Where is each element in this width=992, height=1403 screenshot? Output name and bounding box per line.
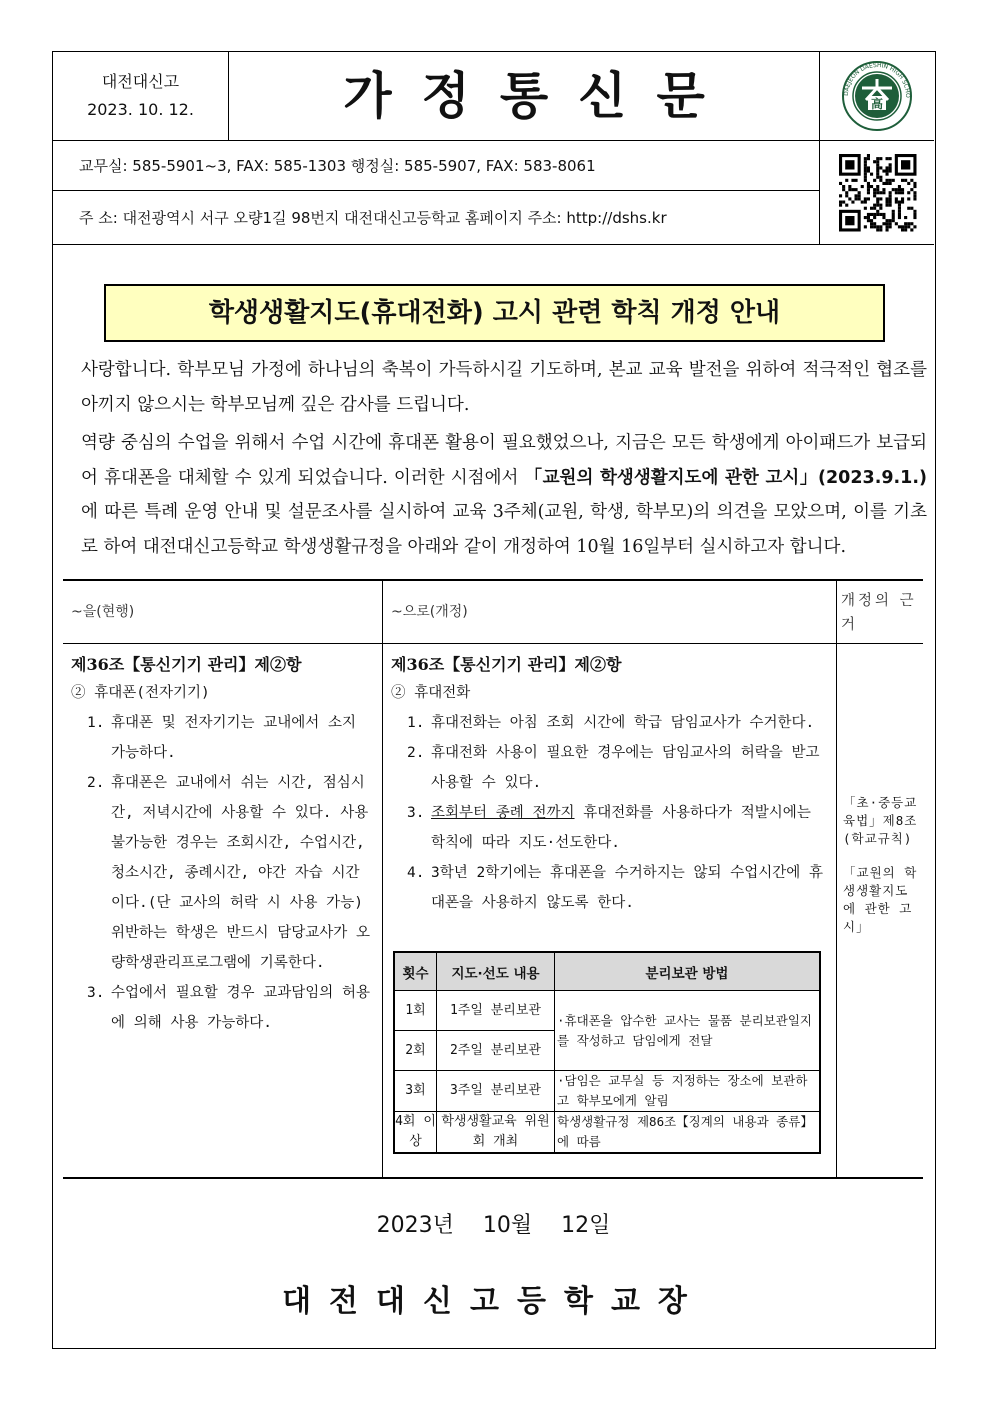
notice-paragraph: 역량 중심의 수업을 위해서 수업 시간에 휴대폰 활용이 필요했었으나, 지금은 모든 학생에게 아이패드가 보급되어 휴대폰을 대체할 수 있게 되었습니다. 이러한 시점에서 「교원의 학생생활지도에 관한 고시」(2023.9.1.)에 따른 특례 운영 안내 및 설문조사를 실시하여 교육 3주체(교원, 학생, 학부모)의 의견을 모았으며, 이를 기초로 하여 대전대신고등학교 학생생활규정을 아래와 같이 개정하여 10월 16일부터 실시하고자 합니다. xyxy=(81,433,927,557)
basis-header: 개정의 근거 xyxy=(837,581,923,644)
basis-decree: 「교원의 학생생활지도에 관한 고시」 xyxy=(843,865,918,934)
method-header: 분리보관 방법 xyxy=(555,953,820,991)
current-article: 제36조【통신기기 관리】제②항 xyxy=(71,655,302,674)
greeting-paragraph: 사랑합니다. 학부모님 가정에 하나님의 축복이 가득하시길 기도하며, 본교 교육 발전을 위하여 적극적인 협조를 아끼지 않으시는 학부모님께 깊은 감사를 드립니다. xyxy=(81,360,927,415)
qr-code-icon[interactable] xyxy=(820,141,935,245)
principal-signature: 대전대신고등학교장 xyxy=(282,1284,705,1319)
current-items xyxy=(63,708,382,1038)
current-rule-column xyxy=(63,581,383,1177)
basis-text xyxy=(837,644,923,936)
basis-law: 「초·중등교육법」제8조(학교규칙) xyxy=(843,795,918,846)
footer-date: 2023년 10월 12일 xyxy=(376,1213,611,1238)
contact-info: 교무실: 585-5901~3, FAX: 585-1303 행정실: 585-5907, FAX: 583-8061 xyxy=(53,141,819,191)
school-emblem-icon xyxy=(820,52,935,140)
method-3: 학생생활규정 제86조【징계의 내용과 종류】에 따름 xyxy=(555,1112,820,1153)
logo-cell xyxy=(819,52,934,140)
page-title: 가정통신문 xyxy=(343,67,735,125)
address-info: 주 소: 대전광역시 서구 오량1길 98번지 대전대신고등학교 홈페이지 주소: http://dshs.kr xyxy=(53,191,819,245)
school-info xyxy=(53,52,229,140)
table-row: 4회 이상 학생생활교육 위원회 개최 학생생활규정 제86조【징계의 내용과 종류】에 따름 xyxy=(395,1112,820,1153)
header xyxy=(53,52,934,141)
notice-page xyxy=(52,51,936,1349)
method-2: ·담임은 교무실 등 지정하는 장소에 보관하고 학부모에게 알림 xyxy=(555,1071,820,1112)
school-name: 대전대신고 xyxy=(101,72,180,91)
list-item: 2. 휴대폰은 교내에서 쉬는 시간, 점심시간, 저녁시간에 사용할 수 있다. 사용 불가능한 경우는 조회시간, 수업시간, 청소시간, 종례시간, 야간 자습 시간이다.(단 교사의 허락 시 사용 가능) 위반하는 학생은 반드시 담당교사가 오량학생관리프로그램에 기록한다. xyxy=(87,775,371,971)
table-row: 2회 2주일 분리보관 xyxy=(395,1031,820,1071)
svg-text:高: 高 xyxy=(870,97,884,111)
notice-banner: 학생생활지도(휴대전화) 고시 관련 학칙 개정 안내 xyxy=(104,284,885,342)
revised-header: ~으로(개정) xyxy=(383,581,836,644)
content-header: 지도·선도 내용 xyxy=(437,953,555,991)
table-row: 1회 1주일 분리보관 ·휴대폰을 압수한 교사는 물품 분리보관일지를 작성하고 담임에게 전달 xyxy=(395,991,820,1031)
guidance-table xyxy=(393,951,821,1154)
basis-column xyxy=(837,581,923,1177)
issue-date: 2023. 10. 12. xyxy=(87,100,194,119)
revised-items xyxy=(383,708,836,918)
revised-sub: ② 휴대전화 xyxy=(391,685,471,701)
current-header: ~을(현행) xyxy=(63,581,382,644)
current-sub: ② 휴대폰(전자기기) xyxy=(71,685,210,701)
revised-article: 제36조【통신기기 관리】제②항 xyxy=(391,655,622,674)
list-item: 1. 휴대전화는 아침 조회 시간에 학급 담임교사가 수거한다. xyxy=(407,715,815,731)
count-header: 횟수 xyxy=(395,953,437,991)
qr-cell xyxy=(819,141,934,245)
table-row: 3회 3주일 분리보관 ·담임은 교무실 등 지정하는 장소에 보관하고 학부모에게 알림 xyxy=(395,1071,820,1112)
decree-reference: 「교원의 학생생활지도에 관한 고시」(2023.9.1.) xyxy=(524,467,927,488)
list-item: 4. 3학년 2학기에는 휴대폰을 수거하지는 않되 수업시간에 휴대폰을 사용하지 않도록 한다. xyxy=(407,865,823,911)
revision-table xyxy=(63,579,923,1179)
list-item: 2. 휴대전화 사용이 필요한 경우에는 담임교사의 허락을 받고 사용할 수 있다. xyxy=(407,745,820,791)
list-item: 3. 조회부터 종례 전까지 휴대전화를 사용하다가 적발시에는 학칙에 따라 지도·선도한다. xyxy=(407,805,811,851)
method-1: ·휴대폰을 압수한 교사는 물품 분리보관일지를 작성하고 담임에게 전달 xyxy=(555,991,820,1071)
revised-rule-column xyxy=(383,581,837,1177)
svg-text:DAEJEON DAESHIN HIGH SCHOOL: DAEJEON DAESHIN HIGH SCHO xyxy=(842,61,912,98)
list-item: 3. 수업에서 필요할 경우 교과담임의 허용에 의해 사용 가능하다. xyxy=(87,985,371,1031)
list-item: 1. 휴대폰 및 전자기기는 교내에서 소지 가능하다. xyxy=(87,715,357,761)
